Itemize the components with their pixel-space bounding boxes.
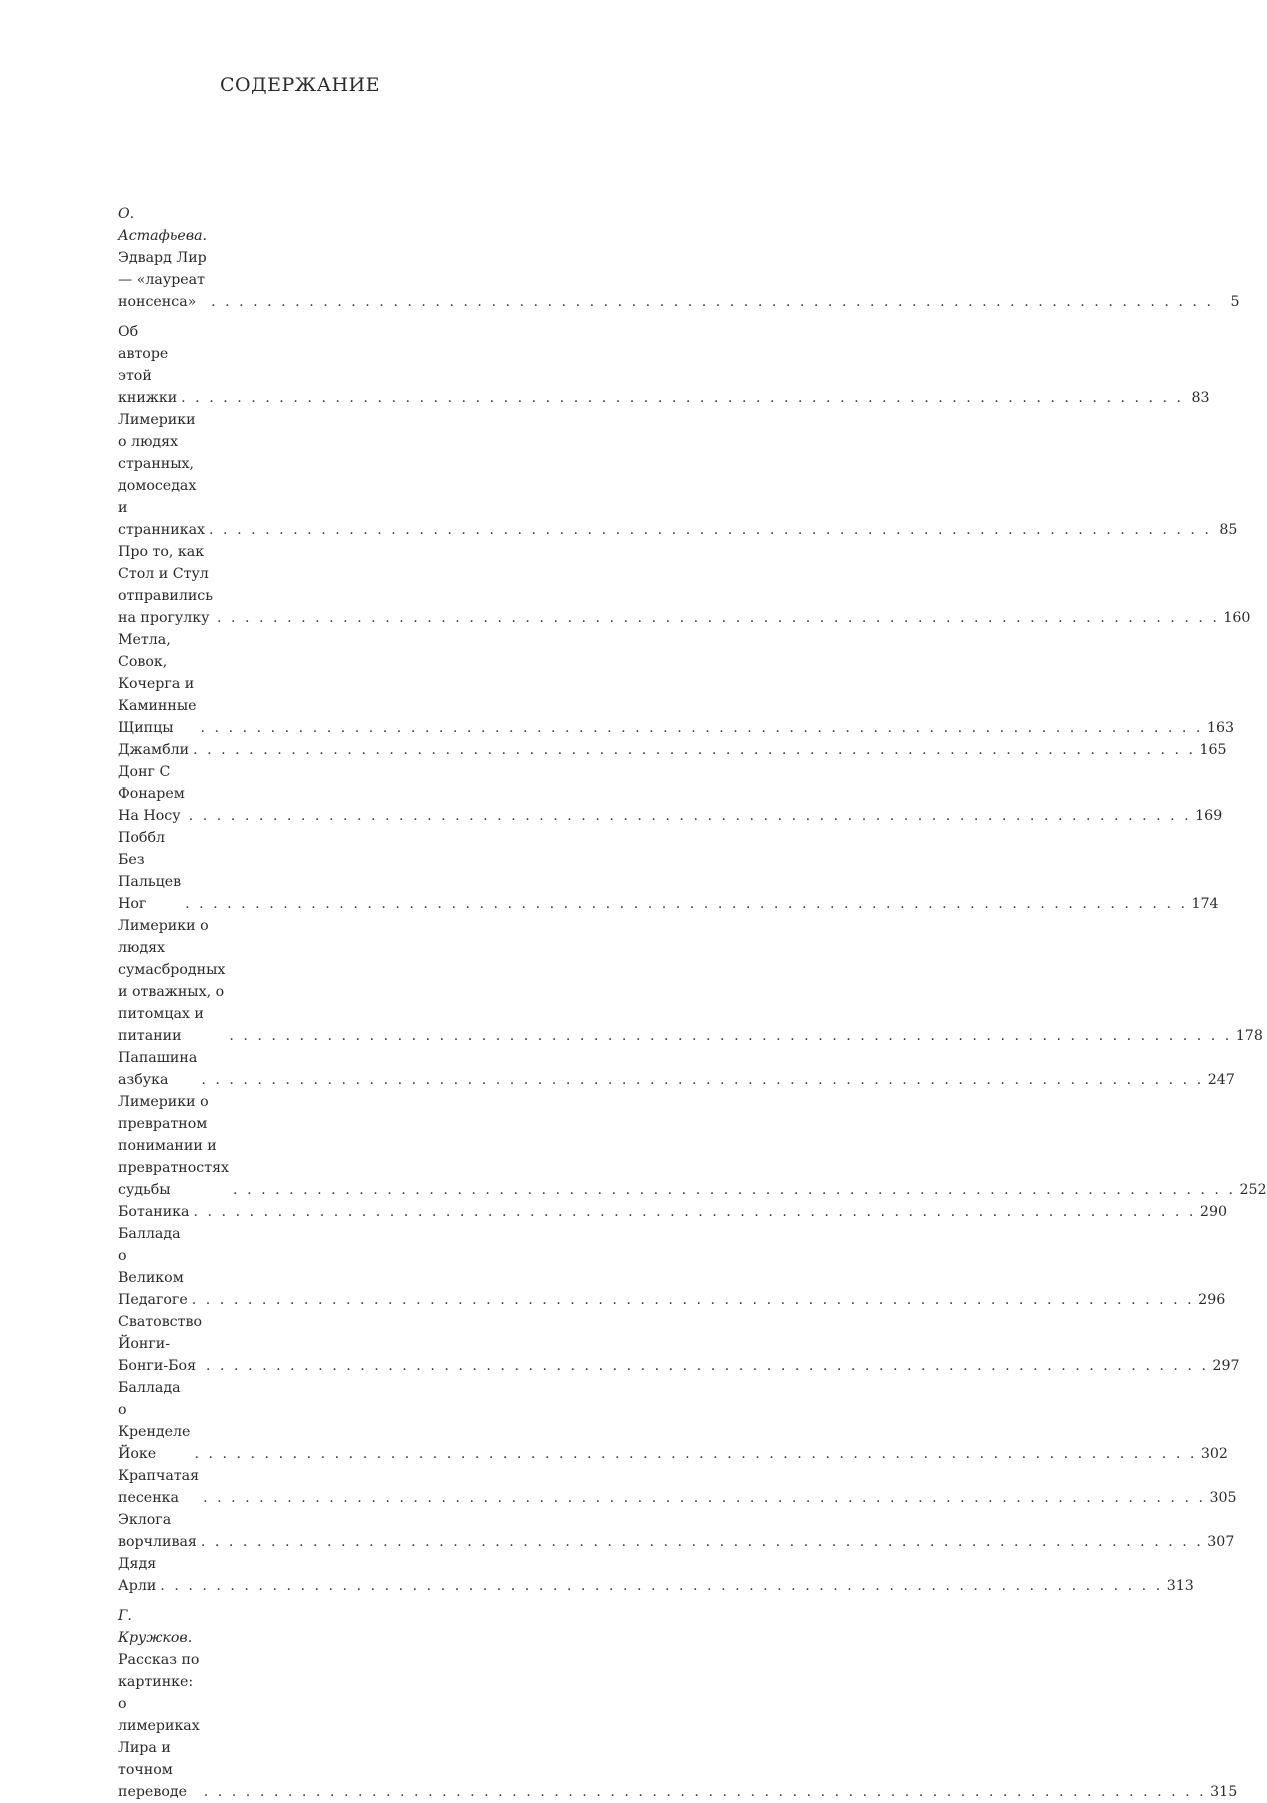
- toc-entry-label: Об авторе этой книжки: [118, 324, 178, 406]
- table-of-contents: [118, 203, 1267, 1803]
- dot-leader: [209, 519, 1211, 541]
- toc-entry[interactable]: [118, 1553, 1194, 1597]
- toc-entry-label: Про то, как Стол и Стул отправились на прогулку: [118, 544, 213, 626]
- dot-leader: [185, 893, 1187, 915]
- toc-entry[interactable]: [118, 409, 1238, 541]
- toc-page-number: 247: [1207, 1072, 1235, 1088]
- toc-page-number: 165: [1199, 742, 1227, 758]
- toc-entry-title: [118, 1509, 197, 1553]
- toc-entry-title: [118, 739, 189, 761]
- toc-entry-label: Баллада о Великом Педагоге: [118, 1226, 188, 1308]
- toc-entry-title: [118, 761, 185, 827]
- toc-entry-title: [118, 1311, 202, 1377]
- toc-page-number: 178: [1235, 1028, 1263, 1044]
- toc-entry-title: [118, 541, 213, 629]
- dot-leader: [201, 1531, 1203, 1553]
- toc-page-number: 290: [1199, 1204, 1228, 1220]
- toc-entry[interactable]: [118, 1605, 1238, 1803]
- toc-entry[interactable]: [118, 1311, 1240, 1377]
- dot-leader: [194, 1443, 1196, 1465]
- toc-entry-label: Лимерики о людях сумасбродных и отважных, о питомцах и питании: [118, 918, 226, 1044]
- toc-entry-label: Донг С Фонарем На Носу: [118, 764, 185, 824]
- toc-entry-title: [118, 1091, 229, 1201]
- page-title: СОДЕРЖАНИЕ: [220, 74, 380, 96]
- dot-leader: [194, 1201, 1196, 1223]
- toc-page-number: 85: [1219, 522, 1238, 538]
- toc-entry[interactable]: [118, 629, 1235, 739]
- dot-leader: [192, 1289, 1194, 1311]
- toc-page-number: 5: [1230, 294, 1240, 310]
- dot-leader: [233, 1179, 1235, 1201]
- toc-entry[interactable]: [118, 827, 1219, 915]
- toc-entry-title: [118, 1465, 199, 1509]
- toc-entry[interactable]: [118, 915, 1263, 1047]
- toc-entry-title: [118, 1553, 156, 1597]
- toc-page-number: 169: [1195, 808, 1223, 824]
- toc-entry-label: Дядя Арли: [118, 1556, 157, 1594]
- toc-entry-title: [118, 915, 225, 1047]
- toc-page-number: 307: [1207, 1534, 1235, 1550]
- toc-entry-label: Ботаника: [118, 1204, 190, 1220]
- toc-entry-title: [118, 1377, 190, 1465]
- toc-entry[interactable]: [118, 1091, 1267, 1201]
- dot-leader: [206, 1355, 1208, 1377]
- toc-entry[interactable]: [118, 739, 1227, 761]
- toc-entry-title: [118, 1047, 197, 1091]
- dot-leader: [229, 1025, 1231, 1047]
- toc-entry-title: [118, 1605, 200, 1803]
- toc-page-number: 83: [1191, 390, 1210, 406]
- toc-entry[interactable]: [118, 1377, 1228, 1465]
- dot-leader: [211, 291, 1213, 313]
- toc-entry[interactable]: [118, 1201, 1228, 1223]
- dot-leader: [193, 739, 1195, 761]
- toc-entry-title: [118, 1223, 188, 1311]
- toc-page-number: 305: [1209, 1490, 1237, 1506]
- toc-entry-label: Лимерики о превратном понимании и превратностях судьбы: [118, 1094, 230, 1198]
- toc-entry[interactable]: [118, 1465, 1237, 1509]
- toc-entry-label: Папашина азбука: [118, 1050, 198, 1088]
- toc-entry[interactable]: [118, 321, 1210, 409]
- toc-page-number: 252: [1239, 1182, 1267, 1198]
- toc-entry-label: Сватовство Йонги-Бонги-Боя: [118, 1314, 203, 1374]
- dot-leader: [181, 387, 1183, 409]
- dot-leader: [203, 1487, 1205, 1509]
- toc-entry-label: Баллада о Кренделе Йоке: [118, 1380, 191, 1462]
- toc-entry-title: [118, 321, 177, 409]
- toc-entry-label: Эдвард Лир — «лауреат нонсенса»: [118, 250, 207, 310]
- dot-leader: [201, 717, 1203, 739]
- toc-entry[interactable]: [118, 761, 1223, 827]
- toc-entry-label: Лимерики о людях странных, домоседах и странниках: [118, 412, 206, 538]
- toc-entry-label: Крапчатая песенка: [118, 1468, 200, 1506]
- toc-entry-label: Джамбли: [118, 742, 190, 758]
- toc-entry-title: [118, 409, 205, 541]
- toc-entry-label: Эклога ворчливая: [118, 1512, 197, 1550]
- dot-leader: [189, 805, 1191, 827]
- toc-page-number: 313: [1166, 1578, 1194, 1594]
- toc-entry-author: Г. Кружков.: [118, 1608, 193, 1646]
- toc-page-number: 302: [1200, 1446, 1228, 1462]
- toc-page-number: 297: [1212, 1358, 1240, 1374]
- dot-leader: [160, 1575, 1162, 1597]
- toc-entry-label: Рассказ по картинке: о лимериках Лира и точном переводе: [118, 1652, 200, 1800]
- toc-entry[interactable]: [118, 541, 1251, 629]
- toc-entry-title: [118, 629, 197, 739]
- toc-page-number: 174: [1191, 896, 1219, 912]
- toc-page-number: 163: [1206, 720, 1235, 736]
- toc-entry[interactable]: [118, 1223, 1226, 1311]
- dot-leader: [201, 1069, 1203, 1091]
- toc-page-number: 315: [1210, 1784, 1238, 1800]
- toc-page-number: 160: [1223, 610, 1251, 626]
- toc-entry-label: Поббл Без Пальцев Ног: [118, 830, 182, 912]
- toc-entry-label: Метла, Совок, Кочерга и Каминные Щипцы: [118, 632, 197, 736]
- toc-entry-title: [118, 1201, 190, 1223]
- toc-entry[interactable]: [118, 203, 1240, 313]
- toc-entry-title: [118, 203, 207, 313]
- dot-leader: [217, 607, 1219, 629]
- dot-leader: [204, 1781, 1206, 1803]
- toc-entry[interactable]: [118, 1509, 1235, 1553]
- toc-entry-title: [118, 827, 181, 915]
- toc-entry-author: О. Астафьева.: [118, 206, 208, 244]
- toc-entry[interactable]: [118, 1047, 1235, 1091]
- toc-page-number: 296: [1198, 1292, 1226, 1308]
